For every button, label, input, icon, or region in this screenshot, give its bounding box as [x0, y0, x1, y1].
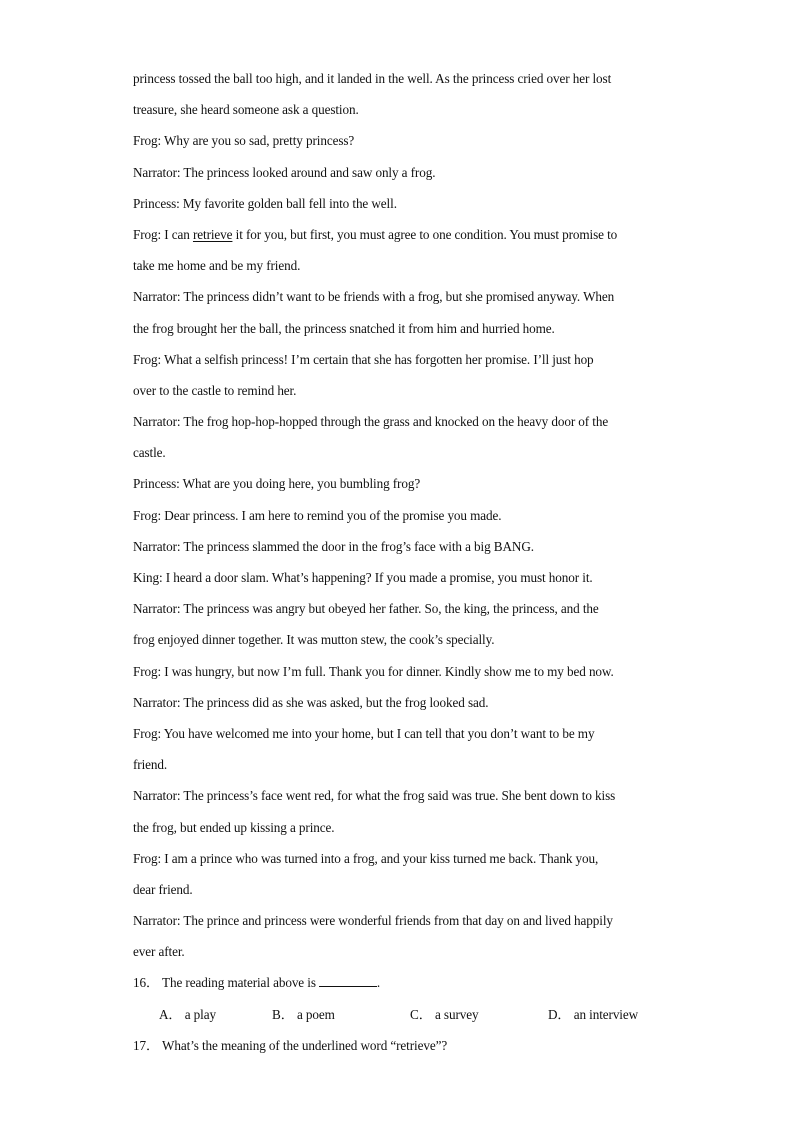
passage-line: Frog: What a selfish princess! I’m certain that she has forgotten her promise. I’ll just hop	[133, 351, 594, 367]
passage-line: Narrator: The prince and princess were wonderful friends from that day on and lived happily	[133, 913, 613, 929]
passage-line: ever after.	[133, 944, 185, 960]
passage-line: Frog: I was hungry, but now I’m full. Thank you for dinner. Kindly show me to my bed now.	[133, 663, 614, 679]
passage-line: Narrator: The princess’s face went red, for what the frog said was true. She bent down to kiss	[133, 788, 616, 804]
passage-line: the frog brought her the ball, the princess snatched it from him and hurried home.	[133, 320, 555, 336]
passage-line: dear friend.	[133, 881, 193, 897]
passage-line: Princess: My favorite golden ball fell into the well.	[133, 195, 397, 211]
passage-line: Frog: Why are you so sad, pretty princess?	[133, 133, 355, 149]
question-17	[133, 1030, 668, 1061]
passage-line: Narrator: The princess slammed the door in the frog’s face with a big BANG.	[133, 538, 534, 554]
option-a: A． a play	[159, 1006, 216, 1022]
passage-line: princess tossed the ball too high, and it landed in the well. As the princess cried over her lost	[133, 71, 612, 86]
passage-line: Narrator: The princess was angry but obeyed her father. So, the king, the princess, and the	[133, 601, 599, 617]
document-content	[133, 63, 668, 1061]
passage-line: frog enjoyed dinner together. It was mutton stew, the cook’s specially.	[133, 632, 495, 648]
answer-blank	[319, 974, 377, 987]
question-16	[133, 967, 668, 998]
passage-line: Narrator: The princess didn’t want to be friends with a frog, but she promised anyway. When	[133, 289, 615, 305]
underlined-word-retrieve: retrieve	[192, 226, 233, 242]
passage-line: Frog: You have welcomed me into your home, but I can tell that you don’t want to be my	[133, 725, 595, 741]
option-c: C． a survey	[410, 1006, 479, 1022]
passage-line: Frog: I am a prince who was turned into a frog, and your kiss turned me back. Thank you,	[133, 850, 599, 866]
passage-line-retrieve	[133, 219, 668, 250]
passage-line: Princess: What are you doing here, you bumbling frog?	[133, 476, 421, 492]
passage-line: the frog, but ended up kissing a prince.	[133, 819, 335, 835]
question-17-number: 17．	[133, 1037, 160, 1053]
passage-line: Narrator: The princess did as she was asked, but the frog looked sad.	[133, 694, 489, 710]
passage-line: treasure, she heard someone ask a question.	[133, 102, 359, 118]
question-16-end: .	[376, 975, 381, 991]
passage-line: friend.	[133, 757, 168, 773]
passage-line: Narrator: The frog hop-hop-hopped through the grass and knocked on the heavy door of the	[133, 414, 609, 430]
passage-line: Frog: Dear princess. I am here to remind you of the promise you made.	[133, 507, 502, 523]
passage-line: over to the castle to remind her.	[133, 382, 297, 398]
passage-line: take me home and be my friend.	[133, 258, 301, 274]
question-16-options	[133, 999, 668, 1030]
question-17-stem: What’s the meaning of the underlined word “retrieve”?	[159, 1037, 448, 1053]
retrieve-line-after: it for you, but first, you must agree to one condition. You must promise to	[232, 226, 618, 242]
passage-line: castle.	[133, 445, 166, 461]
retrieve-line-before: Frog: I can	[133, 226, 193, 242]
option-d: D． an interview	[548, 1006, 639, 1022]
question-16-number: 16．	[133, 975, 160, 991]
passage-line: King: I heard a door slam. What’s happening? If you made a promise, you must honor it.	[133, 570, 593, 585]
question-16-stem: The reading material above is	[159, 975, 316, 991]
option-b: B． a poem	[272, 1006, 335, 1022]
passage-line: Narrator: The princess looked around and saw only a frog.	[133, 164, 436, 180]
